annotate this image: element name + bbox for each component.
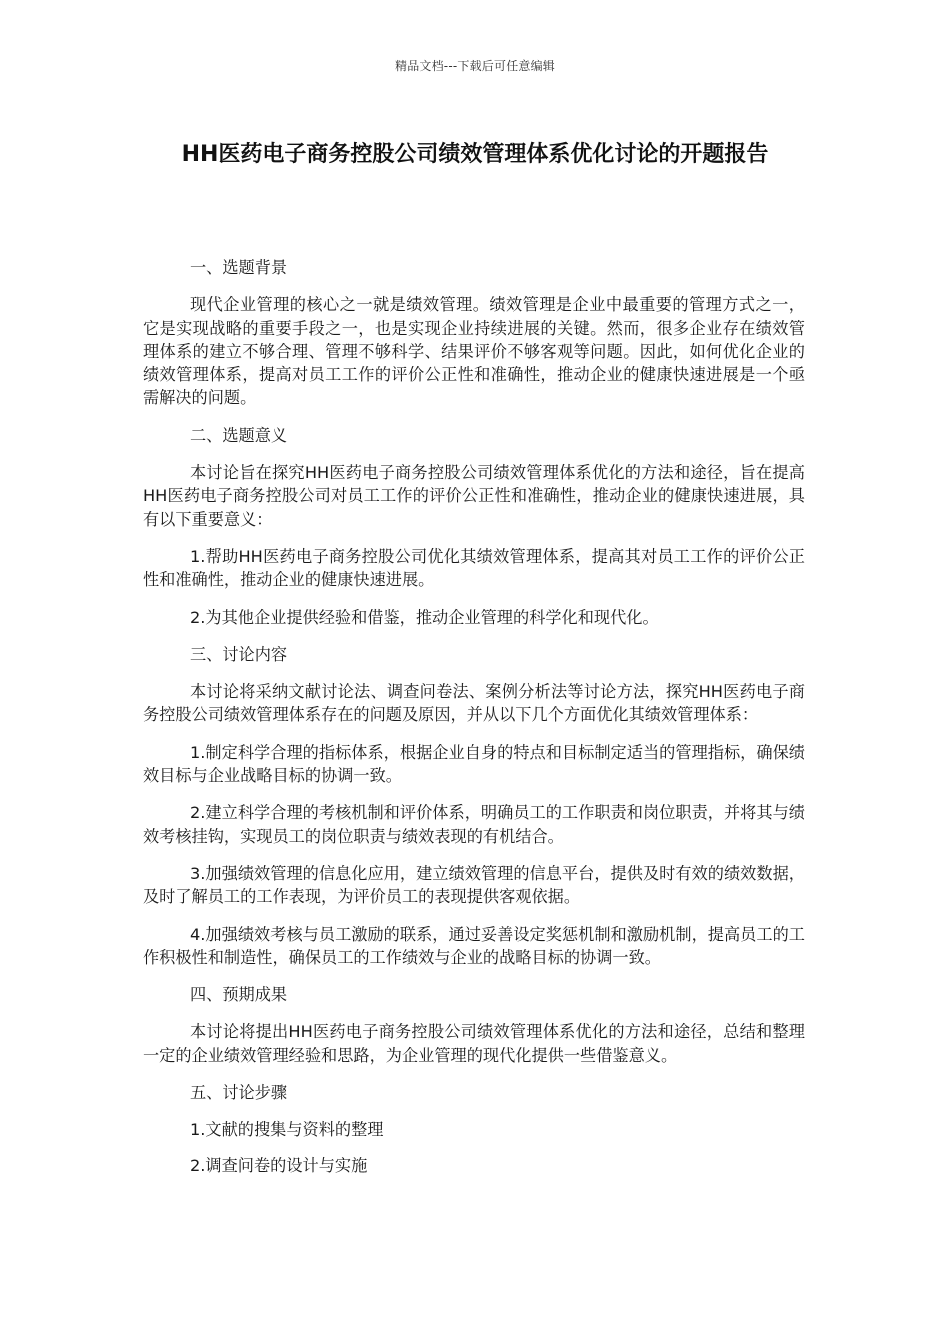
header-note: 精品文档---下载后可任意编辑: [395, 59, 555, 73]
significance-item-2: 2.为其他企业提供经验和借鉴，推动企业管理的科学化和现代化。: [189, 607, 659, 627]
content-item-3: 3.加强绩效管理的信息化应用，建立绩效管理的信息平台，提供及时有效的绩效数据，及时了解员工的工作表现，为评价员工的表现提供客观依据。: [143, 863, 805, 907]
paragraph-content: 本讨论将采纳文献讨论法、调查问卷法、案例分析法等讨论方法，探究HH医药电子商务控股公司绩效管理体系存在的问题及原因，并从以下几个方面优化其绩效管理体系：: [143, 682, 805, 725]
content-item-4: 4.加强绩效考核与员工激励的联系，通过妥善设定奖惩机制和激励机制，提高员工的工作积极性和制造性，确保员工的工作绩效与企业的战略目标的协调一致。: [143, 924, 805, 967]
content-item-2: 2.建立科学合理的考核机制和评价体系，明确员工的工作职责和岗位职责，并将其与绩效考核挂钩，实现员工的岗位职责与绩效表现的有机结合。: [143, 803, 805, 846]
paragraph-background: 现代企业管理的核心之一就是绩效管理。绩效管理是企业中最重要的管理方式之一，它是实现战略的重要手段之一，也是实现企业持续进展的关键。然而，很多企业存在绩效管理体系的建立不够合理、管理不够科学、结果评价不够客观等问题。因此，如何优化企业的绩效管理体系，提高对员工工作的评价公正性和准确性，推动企业的健康快速进展是一个亟需解决的问题。: [143, 295, 805, 408]
step-item-2: 2.调查问卷的设计与实施: [189, 1155, 368, 1175]
step-item-1: 1.文献的搜集与资料的整理: [189, 1120, 384, 1140]
paragraph-outcomes: 本讨论将提出HH医药电子商务控股公司绩效管理体系优化的方法和途径，总结和整理一定的企业绩效管理经验和思路，为企业管理的现代化提供一些借鉴意义。: [143, 1022, 805, 1065]
content-item-1: 1.制定科学合理的指标体系，根据企业自身的特点和目标制定适当的管理指标，确保绩效目标与企业战略目标的协调一致。: [143, 742, 805, 786]
section-heading-outcomes: 四、预期成果: [189, 985, 288, 1005]
section-heading-content: 三、讨论内容: [189, 644, 288, 664]
section-heading-steps: 五、讨论步骤: [189, 1083, 288, 1103]
section-heading-background: 一、选题背景: [189, 258, 288, 277]
paragraph-significance: 本讨论旨在探究HH医药电子商务控股公司绩效管理体系优化的方法和途径，旨在提高HH医药电子商务控股公司对员工工作的评价公正性和准确性，推动企业的健康快速进展，具有以下重要意义：: [143, 463, 805, 529]
significance-item-1: 1.帮助HH医药电子商务控股公司优化其绩效管理体系，提高其对员工工作的评价公正性和准确性，推动企业的健康快速进展。: [143, 546, 805, 590]
document-body: [143, 256, 805, 1189]
document-title: HH医药电子商务控股公司绩效管理体系优化讨论的开题报告: [181, 142, 769, 167]
section-heading-significance: 二、选题意义: [189, 425, 288, 445]
